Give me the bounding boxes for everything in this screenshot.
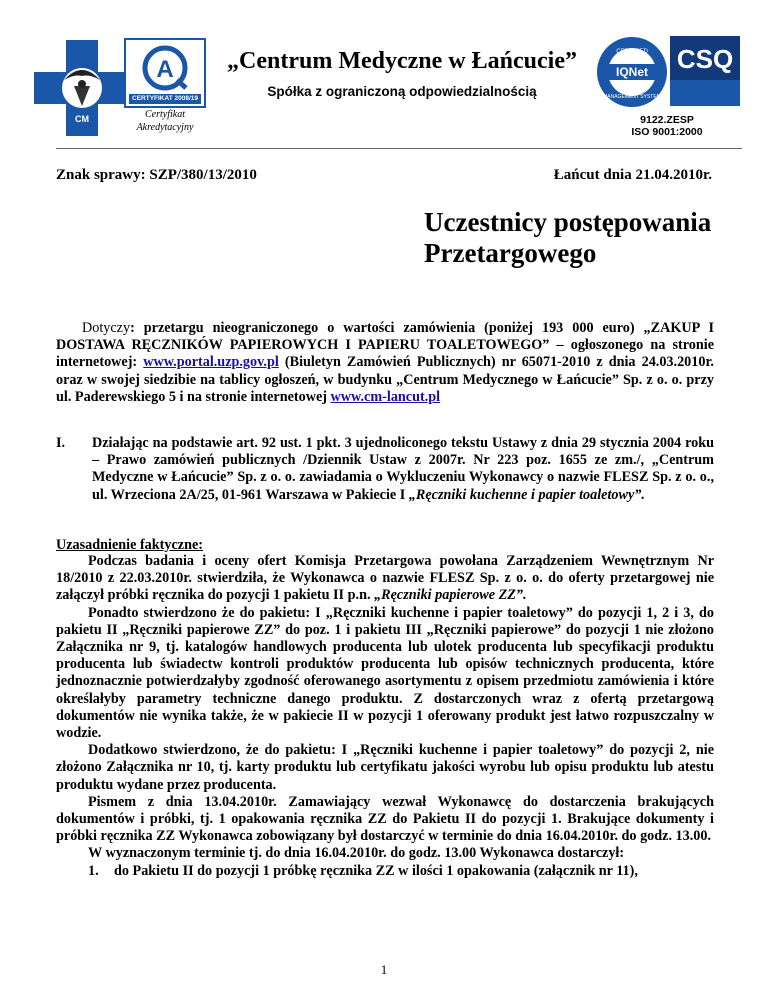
title-line-1: Uczestnicy postępowania: [424, 207, 712, 237]
justification-item-1: [56, 863, 714, 880]
accreditation-certificate-logo: [124, 38, 206, 108]
intro-text-1: : przetargu nieograniczonego o wartości zamówienia (poniżej 193 000 euro) „ZAKUP I DOSTAWA RĘCZNIKÓW PAPIEROWYCH I PAPIERU TOALETOWEGO” – ogłoszonego na stronie internetowej:: [56, 320, 714, 371]
cert-caption-2: Akredytacyjny: [136, 122, 194, 133]
svg-text:MANAGEMENT SYSTEM: MANAGEMENT SYSTEM: [603, 94, 661, 100]
header-divider: [56, 148, 742, 149]
intro-text-2: (Biuletyn Zamówień Publicznych) nr 65071-2010 z dnia 24.03.2010r. oraz w swojej siedzibie na tablicy ogłoszeń, w budynku „Centrum Medycznego w Łańcucie” Sp. z o. o. przy ul. Paderewskiego 5 i na stronie internetowej: [56, 354, 714, 405]
item1-number: 1.: [88, 862, 99, 879]
page-number: 1: [380, 962, 388, 977]
svg-text:CM: CM: [75, 114, 89, 124]
title-line-2: Przetargowego: [424, 238, 597, 268]
organization-subtitle: Spółka z ograniczoną odpowiedzialnością: [267, 84, 537, 99]
justification-p1-italic: „Ręczniki papierowe ZZ”.: [374, 587, 527, 604]
cm-lancut-link[interactable]: www.cm-lancut.pl: [330, 388, 441, 405]
csq-label: CSQ: [676, 44, 734, 74]
iqnet-label: IQNet: [615, 65, 648, 79]
csq-logo: [670, 36, 740, 106]
justification-body: [56, 553, 714, 880]
justification-p2: Ponadto stwierdzono że do pakietu: I „Ręczniki kuchenne i papier toaletowy” do pozycji 1, 2 i 3, do pakietu II „Ręczniki papierowe ZZ” do poz. 1 i pakietu III „Ręczniki papierowe” do pozycji 1 nie złożono Załącznika nr 9, tj. katalogów handlowych producenta lub ulotek producenta lub specyfikacji produktu producenta lub świadectw kontroli produktów producenta lub opisów technicznych producenta, które jednoznacznie potwierdzałyby zgodność oferowanego asortymentu z opisem przedmiotu zamówienia i które określałyby parametry techniczne danego produktu. Z dostarczonych wraz z ofertą przetargową dokumentów nie wynika także, że w pakiecie II w pozycji 1 oferowany produkt jest łatwo rozpuszczalny w wodzie.: [56, 604, 714, 742]
iso-reference: 9122.ZESP: [640, 114, 694, 126]
section1-paragraph: [92, 435, 714, 504]
organization-name: „Centrum Medyczne w Łańcucie”: [227, 48, 577, 74]
hospital-cross-logo: [34, 40, 130, 136]
cert-badge-text: CERTYFIKAT 2008/19: [132, 95, 198, 102]
bzp-portal-link[interactable]: www.portal.uzp.gov.pl: [143, 354, 279, 371]
justification-p4: Pismem z dnia 13.04.2010r. Zamawiający wezwał Wykonawcę do dostarczenia brakujących dokumentów i próbki, tj. 1 opakowania ręcznika ZZ do Pakietu II do pozycji 1. Brakujące dokumenty i próbki ręcznika ZZ Wykonawca zobowiązany był dostarczyć w terminie do dnia 16.04.2010r. do godz. 13.00.: [56, 793, 714, 845]
justification-heading: Uzasadnienie faktyczne:: [56, 537, 203, 553]
section1-italic: „Ręczniki kuchenne i papier toaletowy”.: [408, 486, 645, 503]
svg-text:CERTIFIED: CERTIFIED: [616, 49, 648, 55]
justification-p3: Dodatkowo stwierdzono, że do pakietu: I „Ręczniki kuchenne i papier toaletowy” do pozycji 2, nie złożono Załącznika nr 10, tj. karty produktu lub certyfikatu jakości wyrobu lub opisu produktu lub atestu produktu wydane przez producenta.: [56, 742, 714, 793]
case-number: Znak sprawy: SZP/380/13/2010: [56, 167, 257, 183]
item1-text: do Pakietu II do pozycji 1 próbkę ręcznika ZZ w ilości 1 opakowania (załącznik nr 11),: [114, 862, 638, 879]
iqnet-seal-logo: [596, 36, 668, 108]
intro-label: Dotyczy: [82, 320, 131, 336]
svg-text:A: A: [156, 56, 174, 83]
iso-standard: ISO 9001:2000: [631, 126, 703, 138]
section-numeral: I.: [56, 435, 66, 451]
section1-text: Działając na podstawie art. 92 ust. 1 pkt. 3 ujednoliconego tekstu Ustawy z dnia 29 stycznia 2004 roku – Prawo zamówień publicznych /Dziennik Ustaw z 2007r. Nr 223 poz. 1655 ze zm./, „Centrum Medyczne w Łańcucie” Sp. z o. o. zawiadamia o Wykluczeniu Wykonawcy o nazwie FLESZ Sp. z o. o., ul. Wrzeciona 2A/25, 01-961 Warszawa w Pakiecie I: [92, 435, 714, 503]
place-date: Łańcut dnia 21.04.2010r.: [553, 167, 712, 183]
intro-paragraph: [56, 320, 714, 406]
cert-caption-1: Certyfikat: [145, 109, 185, 120]
page-title: [424, 207, 711, 269]
justification-p5: W wyznaczonym terminie tj. do dnia 16.04.2010r. do godz. 13.00 Wykonawca dostarczył:: [88, 845, 625, 862]
justification-p1-text: Podczas badania i oceny ofert Komisja Przetargowa powołana Zarządzeniem Wewnętrznym Nr 18/2010 z 22.03.2010r. stwierdziła, że Wykonawca o nazwie FLESZ Sp. z o. o. do oferty przetargowej nie załączył próbki ręcznika do pozycji 1 pakietu II p.n.: [56, 553, 714, 604]
